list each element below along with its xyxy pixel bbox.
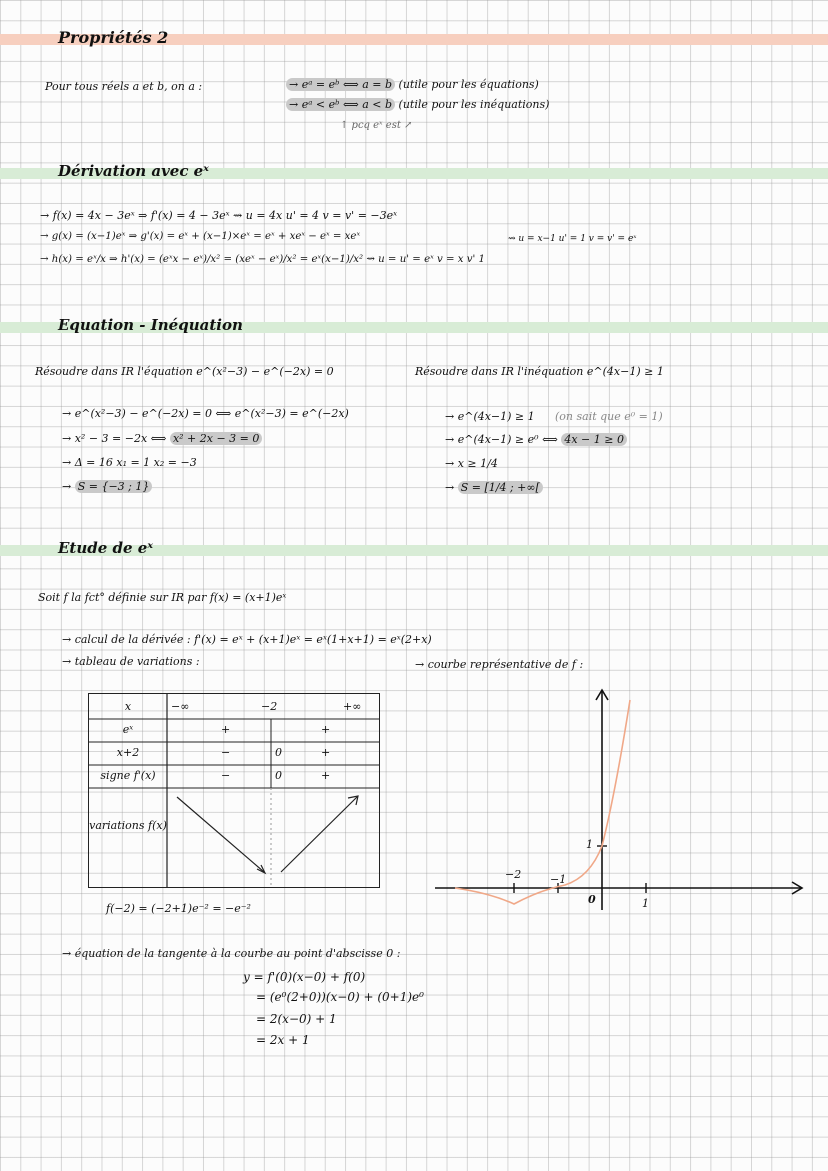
derivation-line-f: → f(x) = 4x − 3eˣ ⇒ f'(x) = 4 − 3eˣ ⇝ u = 4x u' = 4 v = v' = −3eˣ [40, 209, 398, 222]
derivation-line-g-uv: ⇝ u = x−1 u' = 1 v = v' = eˣ [508, 234, 637, 244]
table-row-label: eˣ [122, 723, 134, 736]
derivation-line-g: → g(x) = (x−1)eˣ ⇒ g'(x) = eˣ + (x−1)×eˣ = eˣ + xeˣ − eˣ = xeˣ [40, 231, 361, 242]
section-title-etude: Etude de eˣ [58, 539, 153, 557]
inequation-step-3: → x ≥ 1/4 [445, 457, 498, 470]
inequation-step-2 [445, 433, 627, 447]
properties-intro: Pour tous réels a et b, on a : [45, 80, 203, 93]
tangent-title: → équation de la tangente à la courbe au point d'abscisse 0 : [62, 947, 401, 960]
table-x-value: −2 [261, 700, 278, 713]
table-sign: 0 [275, 769, 282, 782]
table-sign: − [221, 769, 231, 782]
section-title-derivation: Dérivation avec eˣ [58, 162, 209, 180]
graph-label-x-minus1: −1 [550, 873, 567, 886]
tangent-step: = 2(x−0) + 1 [256, 1012, 337, 1026]
table-row-label: variations f(x) [89, 819, 167, 832]
property-equality-formula: → eᵃ = eᵇ ⟺ a = b [286, 78, 395, 91]
equation-solution-set: S = {−3 ; 1} [75, 480, 153, 493]
property-equality-note: (utile pour les équations) [398, 78, 539, 91]
inequation-solution-set: S = [1/4 ; +∞[ [458, 481, 543, 494]
inequation-step-1: → e^(4x−1) ≥ 1 [445, 410, 535, 423]
graph-label-x-minus2: −2 [505, 868, 522, 881]
function-curve [455, 700, 630, 904]
inequation-title: Résoudre dans IR l'inéquation e^(4x−1) ≥ 1 [415, 365, 664, 378]
equation-step-2-text: → x² − 3 = −2x ⟺ [62, 432, 167, 445]
property-inequality-formula: → eᵃ < eᵇ ⟺ a < b [286, 98, 395, 111]
table-sign: + [221, 723, 231, 736]
equation-step-1: → e^(x²−3) − e^(−2x) = 0 ⟺ e^(x²−3) = e^(−2x) [62, 407, 349, 420]
property-inequality [286, 98, 549, 112]
table-row-label: x+2 [116, 746, 140, 759]
table-row-label: signe f'(x) [100, 769, 156, 782]
table-sign: + [321, 723, 331, 736]
table-x-value: +∞ [343, 700, 362, 713]
function-definition: Soit f la fct° définie sur IR par f(x) = (x+1)eˣ [38, 591, 287, 604]
equation-step-3: → Δ = 16 x₁ = 1 x₂ = −3 [62, 456, 197, 469]
function-graph [430, 685, 810, 915]
table-x-value: −∞ [171, 700, 190, 713]
curve-title: → courbe représentative de f : [415, 658, 584, 671]
table-sign: 0 [275, 746, 282, 759]
variation-table [88, 693, 380, 888]
tangent-step: = 2x + 1 [256, 1033, 310, 1047]
table-row-label: x [124, 700, 132, 713]
property-inequality-note: (utile pour les inéquations) [398, 98, 550, 111]
graph-label-x-1: 1 [642, 897, 649, 910]
equation-step-2 [62, 432, 262, 446]
property-equality [286, 78, 539, 92]
equation-solution: → S = {−3 ; 1} [62, 480, 152, 494]
increasing-note: ↑ pcq eˣ est ↗ [340, 120, 413, 131]
section-title-equation: Equation - Inéquation [58, 316, 243, 334]
graph-label-x-0: 0 [588, 893, 596, 906]
inequation-step-2-text: → e^(4x−1) ≥ e⁰ ⟺ [445, 433, 558, 446]
table-sign: + [321, 769, 331, 782]
variation-table-title: → tableau de variations : [62, 655, 200, 668]
tangent-step: = (e⁰(2+0))(x−0) + (0+1)e⁰ [256, 990, 424, 1004]
section-title-proprietes: Propriétés 2 [58, 28, 169, 47]
graph-label-y-1: 1 [586, 838, 593, 851]
inequation-note: (on sait que e⁰ = 1) [555, 410, 663, 423]
derivative-calc: → calcul de la dérivée : f'(x) = eˣ + (x+1)eˣ = eˣ(1+x+1) = eˣ(2+x) [62, 633, 432, 646]
minimum-value: f(−2) = (−2+1)e⁻² = −e⁻² [106, 902, 251, 915]
derivation-line-h: → h(x) = eˣ/x ⇒ h'(x) = (eˣx − eˣ)/x² = (xeˣ − eˣ)/x² = eˣ(x−1)/x² ⇝ u = u' = eˣ v = x v' 1 [40, 254, 485, 265]
tangent-step: y = f'(0)(x−0) + f(0) [243, 970, 366, 984]
equation-title: Résoudre dans IR l'équation e^(x²−3) − e^(−2x) = 0 [35, 365, 334, 378]
equation-step-2-hl: x² + 2x − 3 = 0 [170, 432, 262, 445]
inequation-step-2-hl: 4x − 1 ≥ 0 [561, 433, 627, 446]
inequation-solution: → S = [1/4 ; +∞[ [445, 481, 543, 495]
table-sign: − [221, 746, 231, 759]
table-sign: + [321, 746, 331, 759]
